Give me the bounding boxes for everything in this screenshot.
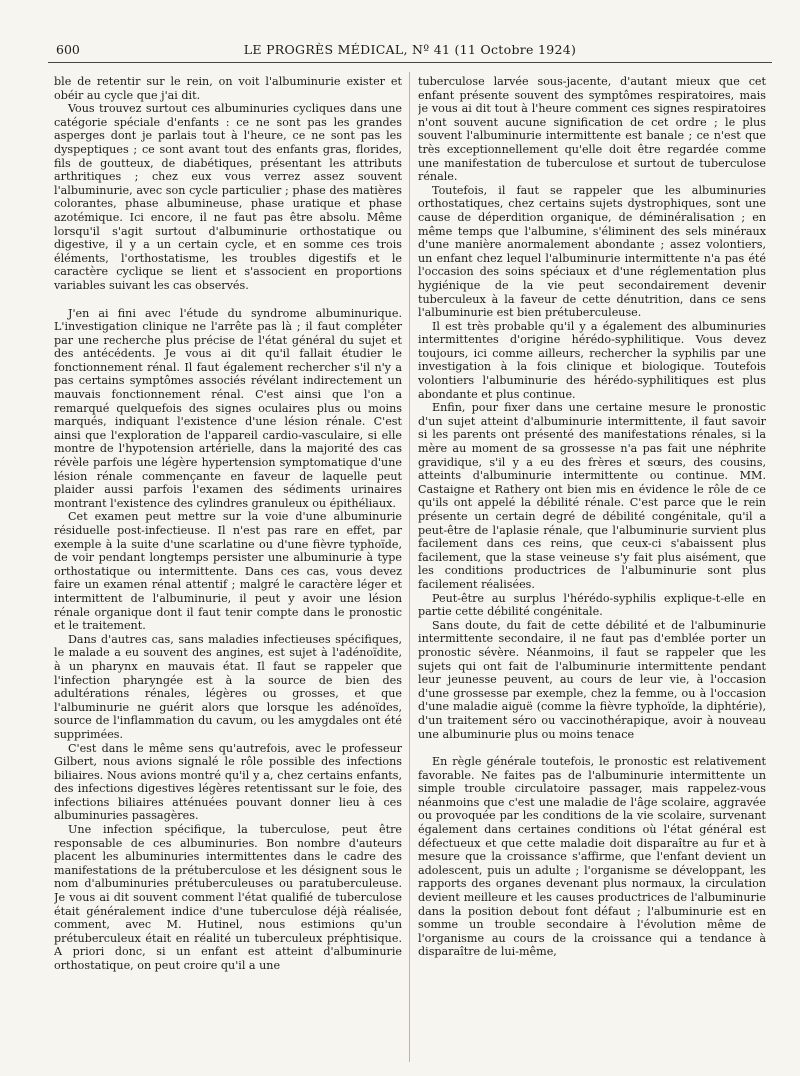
running-title: LE PROGRÈS MÉDICAL, Nº 41 (11 Octobre 1924) [243, 42, 577, 57]
header-rule [48, 62, 772, 63]
paragraph: En règle générale toutefois, le pronostic est relativement favorable. Ne faites pas de l'albuminurie intermittente un simple trouble circulatoire passager, mais rappelez-vous néanmoins que c'est une maladie de l'âge scolaire, aggravée ou provoquée par les conditions de la vie scolaire, survenant également dans certaines conditions où l'état général est défectueux et que cette maladie doit disparaître au fur et à mesure que la croissance s'affirme, que l'enfant devient un adolescent, puis un adulte ; l'organisme se développant, les rapports des organes devenant plus normaux, la circulation devient meilleure et les causes productrices de l'albuminurie dans la position debout font défaut ; l'albuminurie est en somme un trouble secondaire à l'évolution même de l'organisme au cours de la croissance qui a tendance à disparaître de lui-même, [418, 755, 766, 959]
left-column [54, 75, 402, 1063]
paragraph: C'est dans le même sens qu'autrefois, avec le professeur Gilbert, nous avions signalé le rôle possible des infections biliaires. Nous avions montré qu'il y a, chez certains enfants, des infections digestives légères retentissant sur le foie, des infections biliaires atténuées pouvant donner lieu à ces albuminuries passagères. [54, 741, 402, 823]
paragraph: Une infection spécifique, la tuberculose, peut être responsable de ces albuminuries. Bon nombre d'auteurs placent les albuminuries intermittentes dans le cadre des manifestations de la prétuberculose et les désignent sous le nom d'albuminuries prétuberculeuses ou paratuberculeuse. Je vous ai dit souvent comment l'état qualifié de tuberculose était généralement indice d'une tuberculose déjà réalisée, comment, avec M. Hutinel, nous estimions qu'un prétuberculeux était en réalité un tuberculeux préphtisique. A priori donc, si un enfant est atteint d'albuminurie orthostatique, on peut croire qu'il a une [54, 823, 402, 972]
paragraph: tuberculose larvée sous-jacente, d'autant mieux que cet enfant présente souvent des symptômes respiratoires, mais je vous ai dit tout à l'heure comment ces signes respiratoires n'ont souvent aucune signification de cet ordre ; le plus souvent l'albuminurie intermittente est banale ; ce n'est que très exceptionnellement qu'elle doit être regardée comme une manifestation de tuberculose et surtout de tuberculose rénale. [418, 75, 766, 184]
paragraph: J'en ai fini avec l'étude du syndrome albuminurique. L'investigation clinique ne l'arrête pas là ; il faut compléter par une recherche plus précise de l'état général du sujet et des antécédents. Je vous ai dit qu'il fallait étudier le fonctionnement rénal. Il faut également rechercher s'il n'y a pas certains symptômes associés révélant indirectement un mauvais fonctionnement rénal. C'est ainsi que l'on a remarqué quelquefois des signes oculaires plus ou moins marqués, indiquant l'existence d'une lésion rénale. C'est ainsi que l'exploration de l'appareil cardio-vasculaire, si elle montre de l'hypotension artérielle, dans la majorité des cas révèle parfois une légère hypertension symptomatique d'une lésion rénale commençante en faveur de laquelle peut plaider aussi parfois l'examen des sédiments urinaires montrant l'existence des cylindres granuleux ou épithéliaux. [54, 306, 402, 510]
column-divider [409, 72, 410, 1062]
paragraph: ble de retentir sur le rein, on voit l'albuminurie exister et obéir au cycle que j'ai dit. [54, 75, 402, 102]
paragraph: Dans d'autres cas, sans maladies infectieuses spécifiques, le malade a eu souvent des angines, est sujet à l'adénoïdite, à un pharynx en mauvais état. Il faut se rappeler que l'infection pharyngée est à la source de bien des adultérations rénales, légères ou grosses, et que l'albuminurie ne guérit alors que lorsque les adénoïdes, source de l'inflammation du cavum, ou les amygdales ont été supprimées. [54, 632, 402, 741]
paragraph: Vous trouvez surtout ces albuminuries cycliques dans une catégorie spéciale d'enfants : ce ne sont pas les grandes asperges dont je parlais tout à l'heure, ce ne sont pas les dyspeptiques ; ce sont avant tout des enfants gras, florides, fils de goutteux, de diabétiques, présentant les attributs arthritiques ; chez eux vous verrez assez souvent l'albuminurie, avec son cycle particulier ; phase des matières colorantes, phase albumineuse, phase uratique et phase azotémique. Ici encore, il ne faut pas être absolu. Même lorsqu'il s'agit surtout d'albuminurie orthostatique ou digestive, il y a un certain cycle, et en somme ces trois éléments, l'orthostatisme, les troubles digestifs et le caractère cyclique se lient et s'associent en proportions variables suivant les cas observés. [54, 102, 402, 292]
page-header [48, 40, 772, 60]
paragraph: Enfin, pour fixer dans une certaine mesure le pronostic d'un sujet atteint d'albuminurie intermittente, il faut savoir si les parents ont présenté des manifestations rénales, si la mère au moment de sa grossesse n'a pas fait une néphrite gravidique, s'il y a eu des frères et sœurs, des cousins, atteints d'albuminurie intermittente ou continue. MM. Castaigne et Rathery ont bien mis en évidence le rôle de ce qu'ils ont appelé la débilité rénale. C'est parce que le rein présente un certain degré de débilité congénitale, qu'il a peut-être de l'aplasie rénale, que l'albuminurie survient plus facilement dans ces reins, que ceux-ci s'abaissent plus facilement, que la stase veineuse s'y fait plus aisément, que les conditions productrices de l'albuminurie sont plus facilement réalisées. [418, 401, 766, 591]
page-number: 600 [56, 42, 80, 57]
paragraph: Sans doute, du fait de cette débilité et de l'albuminurie intermittente secondaire, il ne faut pas d'emblée porter un pronostic sévère. Néanmoins, il faut se rappeler que les sujets qui ont fait de l'albuminurie intermittente pendant leur jeunesse peuvent, au cours de leur vie, à l'occasion d'une grossesse par exemple, chez la femme, ou à l'occasion d'une maladie aiguë (comme la fièvre typhoïde, la diphtérie), d'un traitement séro ou vaccinothérapique, avoir à nouveau une albuminurie plus ou moins tenace [418, 618, 766, 741]
paragraph: Toutefois, il faut se rappeler que les albuminuries orthostatiques, chez certains sujets dystrophiques, sont une cause de déperdition organique, de déminéralisation ; en même temps que l'albumine, s'éliminent des sels minéraux d'une manière anormalement abondante ; assez volontiers, un enfant chez lequel l'albuminurie intermittente n'a pas été l'occasion des soins spéciaux et d'une réglementation plus hygiénique de la vie peut secondairement devenir tuberculeux à la faveur de cette dénutrition, dans ce sens l'albuminurie est bien prétuberculeuse. [418, 183, 766, 320]
right-column [418, 75, 766, 1063]
paragraph: Peut-être au surplus l'hérédo-syphilis explique-t-elle en partie cette débilité congénitale. [418, 591, 766, 619]
paragraph: Il est très probable qu'il y a également des albuminuries intermittentes d'origine hérédo-syphilitique. Vous devez toujours, ici comme ailleurs, rechercher la syphilis par une investigation à la fois clinique et biologique. Toutefois volontiers l'albuminurie des hérédo-syphilitiques est plus abondante et plus continue. [418, 319, 766, 401]
paragraph: Cet examen peut mettre sur la voie d'une albuminurie résiduelle post-infectieuse. Il n'est pas rare en effet, par exemple à la suite d'une scarlatine ou d'une fièvre typhoïde, de voir pendant longtemps persister une albuminurie à type orthostatique ou intermittente. Dans ces cas, vous devez faire un examen rénal attentif ; malgré le caractère léger et intermittent de l'albuminurie, il peut y avoir une lésion rénale organique dont il faut tenir compte dans le pronostic et le traitement. [54, 510, 402, 633]
